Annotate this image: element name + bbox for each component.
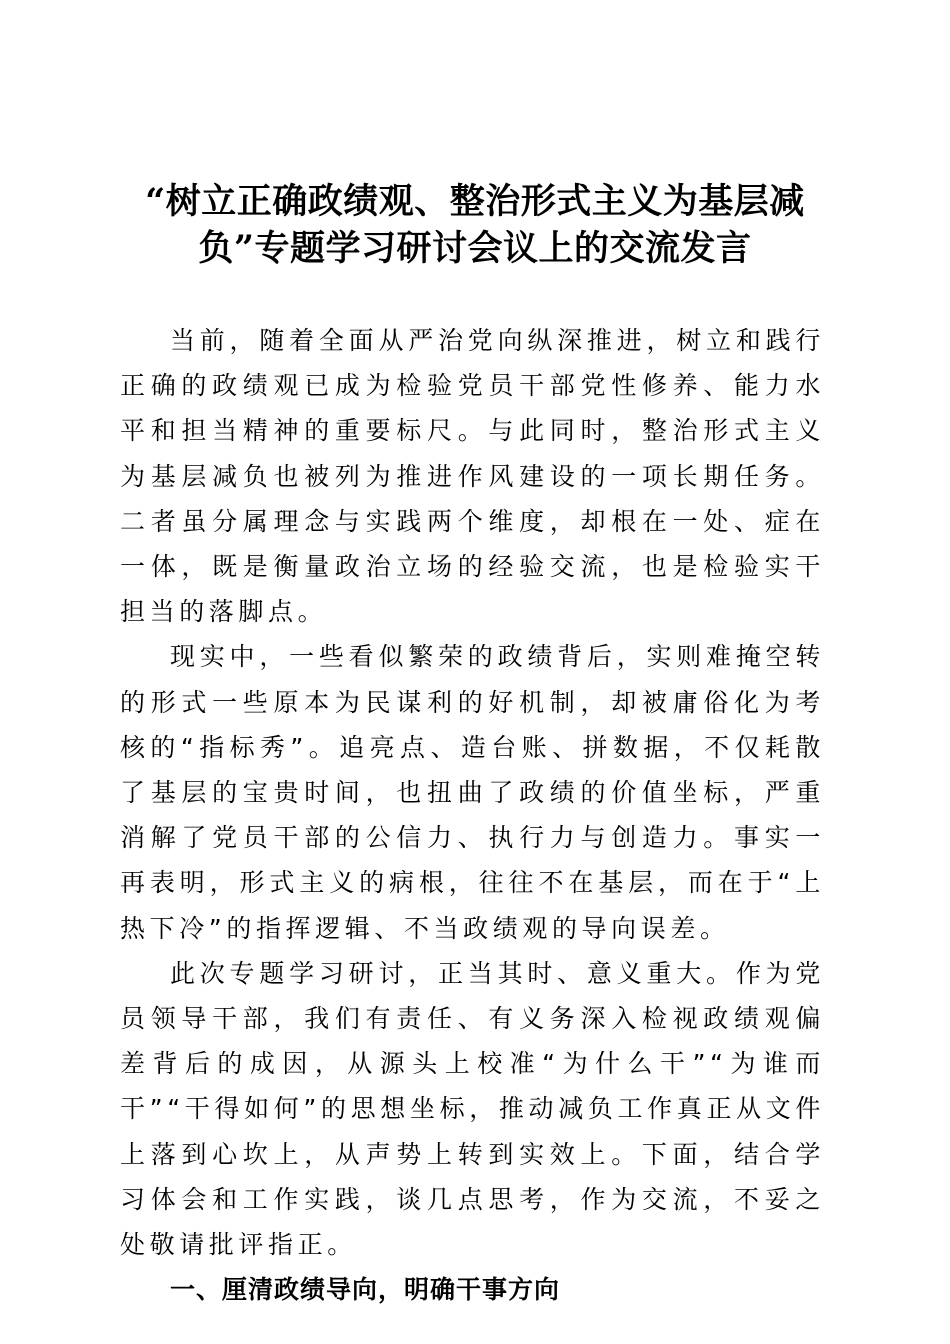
document-body (120, 318, 825, 1312)
section-heading-1: 一、厘清政绩导向，明确干事方向 (170, 1275, 561, 1305)
paragraph-1: 当前，随着全面从严治党向纵深推进，树立和践行正确的政绩观已成为检验党员干部党性修养、能力水平和担当精神的重要标尺。与此同时，整治形式主义为基层减负也被列为推进作风建设的一项长期任务。二者虽分属理念与实践两个维度，却根在一处、症在一体，既是衡量政治立场的经验交流，也是检验实干担当的落脚点。 (120, 326, 825, 627)
title-line-2: 负”专题学习研讨会议上的交流发言 (198, 228, 752, 269)
title-line-1: “树立正确政绩观、整治形式主义为基层减 (145, 181, 805, 222)
paragraph-2: 现实中，一些看似繁荣的政绩背后，实则难掩空转的形式一些原本为民谋利的好机制，却被庸俗化为考核的“指标秀”。追亮点、造台账、拼数据，不仅耗散了基层的宝贵时间，也扭曲了政绩的价值坐标，严重消解了党员干部的公信力、执行力与创造力。事实一再表明，形式主义的病根，往往不在基层，而在于“上热下冷”的指挥逻辑、不当政绩观的导向误差。 (120, 642, 825, 943)
paragraph-3: 此次专题学习研讨，正当其时、意义重大。作为党员领导干部，我们有责任、有义务深入检视政绩观偏差背后的成因，从源头上校准“为什么干”“为谁而干”“干得如何”的思想坐标，推动减负工作真正从文件上落到心坎上，从声势上转到实效上。下面，结合学习体会和工作实践，谈几点思考，作为交流，不妥之处敬请批评指正。 (120, 958, 825, 1260)
document-title (100, 178, 850, 272)
